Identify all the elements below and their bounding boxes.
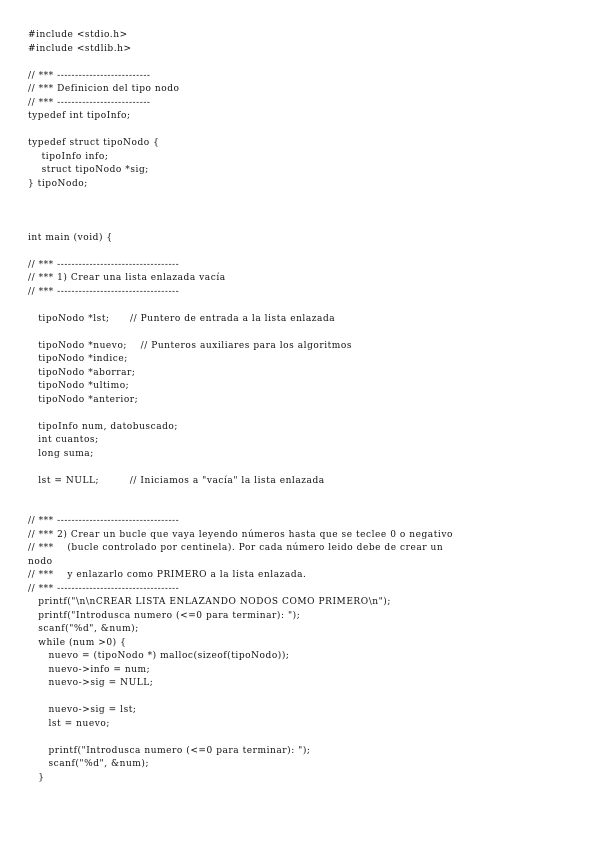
code-line: // *** 2) Crear un bucle que vaya leyendo números hasta que se teclee 0 o negativo — [28, 529, 453, 540]
code-line: // *** ---------------------------------- — [28, 286, 180, 297]
code-line: #include <stdio.h> — [28, 30, 128, 40]
code-line: typedef int tipoInfo; — [28, 111, 131, 121]
code-line: struct tipoNodo *sig; — [28, 165, 149, 175]
code-line: int main (void) { — [28, 232, 113, 243]
code-line: tipoNodo *lst; // Puntero de entrada a la lista enlazada — [28, 313, 336, 324]
code-line: // *** ---------------------------------- — [28, 516, 180, 526]
code-line: scanf("%d", &num); — [28, 759, 150, 769]
code-line: tipoNodo *ultimo; — [28, 381, 130, 391]
code-line: tipoInfo info; — [28, 151, 109, 162]
code-line: // *** Definicion del tipo nodo — [28, 84, 180, 94]
code-line: // *** 1) Crear una lista enlazada vacía — [28, 273, 226, 283]
code-line: printf("Introdusca numero (<=0 para terminar): "); — [28, 610, 301, 621]
code-line: lst = NULL; // Iniciamos a "vacía" la lista enlazada — [28, 475, 325, 486]
code-line: tipoInfo num, datobuscado; — [28, 421, 178, 432]
code-line: // *** (bucle controlado por centinela). Por cada número leido debe de crear un — [28, 543, 444, 553]
code-line: scanf("%d", &num); — [28, 624, 139, 634]
code-line: long suma; — [28, 448, 94, 459]
code-line: nuevo->sig = lst; — [28, 705, 137, 715]
code-line: nuevo = (tipoNodo *) malloc(sizeof(tipoNodo)); — [28, 651, 290, 661]
code-line: // *** y enlazarlo como PRIMERO a la lista enlazada. — [28, 570, 307, 580]
code-line: } tipoNodo; — [28, 178, 88, 189]
code-line: nuevo->info = num; — [28, 664, 151, 675]
code-line: // *** ---------------------------------- — [28, 259, 180, 270]
code-line: nodo — [28, 556, 53, 567]
code-line: while (num >0) { — [28, 637, 127, 648]
code-line: tipoNodo *indice; — [28, 354, 128, 364]
code-line: printf("Introdusca numero (<=0 para terminar): "); — [28, 745, 311, 756]
code-line: #include <stdlib.h> — [28, 43, 132, 54]
code-line: typedef struct tipoNodo { — [28, 138, 160, 148]
code-line: int cuantos; — [28, 435, 99, 445]
code-line: nuevo->sig = NULL; — [28, 678, 154, 688]
code-line: tipoNodo *anterior; — [28, 394, 139, 405]
code-line: tipoNodo *nuevo; // Punteros auxiliares para los algoritmos — [28, 340, 353, 351]
code-line: // *** -------------------------- — [28, 97, 151, 108]
code-line: // *** -------------------------- — [28, 70, 151, 81]
code-line: lst = nuevo; — [28, 718, 110, 729]
code-line: // *** ---------------------------------- — [28, 583, 180, 594]
code-line: tipoNodo *aborrar; — [28, 367, 136, 378]
code-line: } — [28, 772, 45, 783]
code-line: printf("\n\nCREAR LISTA ENLAZANDO NODOS COMO PRIMERO\n"); — [28, 597, 391, 607]
